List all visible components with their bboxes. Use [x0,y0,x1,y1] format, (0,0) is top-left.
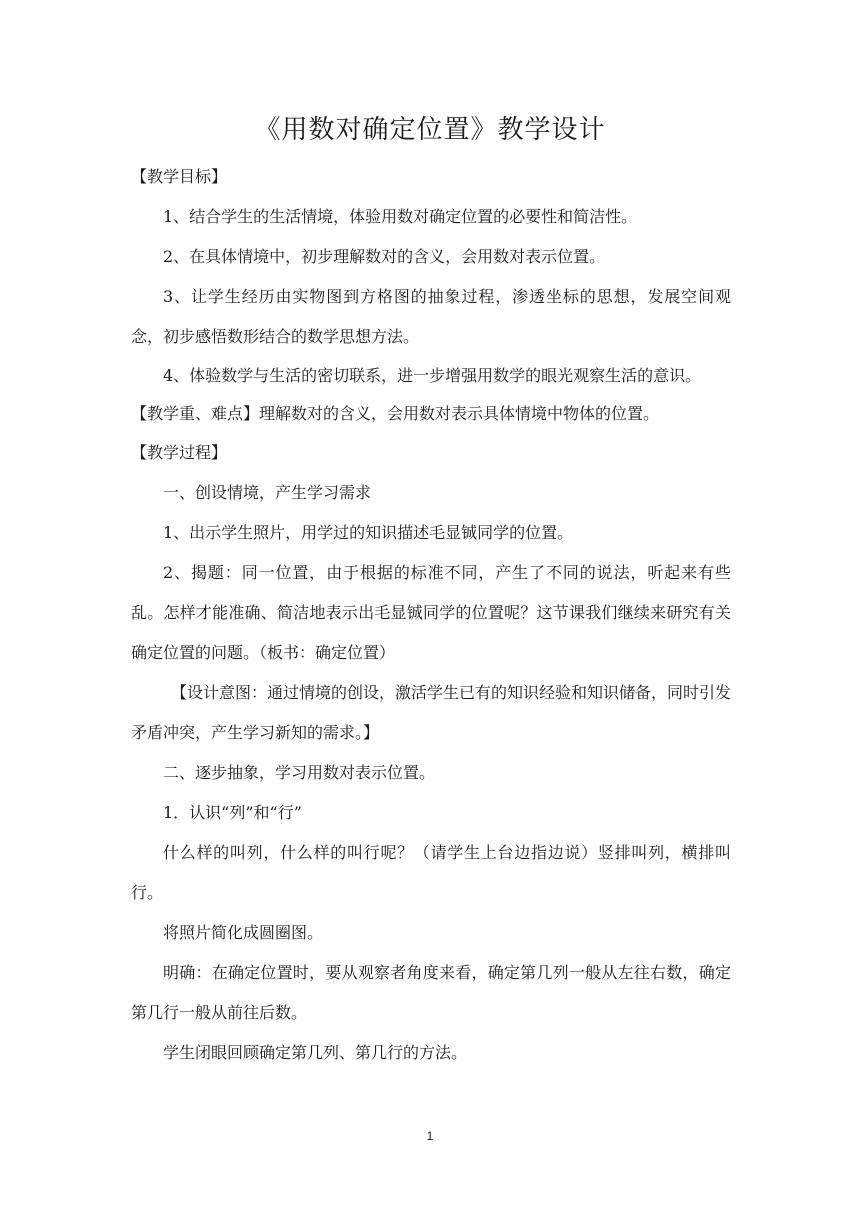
document-body [131,157,731,1073]
paragraph: 4、体验数学与生活的密切联系，进一步增强用数学的眼光观察生活的意识。 [163,366,702,385]
paragraph: 什么样的叫列，什么样的叫行呢？（请学生上台边指边说）竖排叫列，横排叫行。 [131,843,731,902]
paragraph: 将照片简化成圆圈图。 [163,923,324,942]
document-title: 《用数对确定位置》教学设计 [254,115,606,145]
paragraph: 1．认识“列”和“行” [163,803,302,822]
paragraph: 2、在具体情境中，初步理解数对的含义，会用数对表示位置。 [163,247,606,266]
paragraph: 学生闭眼回顾确定第几列、第几行的方法。 [163,1043,468,1062]
paragraph: 明确：在确定位置时，要从观察者角度来看，确定第几列一般从左往右数，确定第几行一般从前往后数。 [131,963,731,1022]
paragraph: 1、出示学生照片，用学过的知识描述毛显铖同学的位置。 [163,523,574,542]
paragraph: 2、揭题：同一位置，由于根据的标准不同，产生了不同的说法，听起来有些乱。怎样才能准确、简洁地表示出毛显铖同学的位置呢？这节课我们继续来研究有关确定位置的问题。（板书：确定位置） [131,563,731,662]
page-number: 1 [426,1129,434,1143]
paragraph: 1、结合学生的生活情境，体验用数对确定位置的必要性和简洁性。 [163,207,638,226]
section-heading-key-points: 【教学重、难点】理解数对的含义，会用数对表示具体情境中物体的位置。 [131,404,660,423]
paragraph: 3、让学生经历由实物图到方格图的抽象过程，渗透坐标的思想，发展空间观念，初步感悟数形结合的数学思想方法。 [131,287,731,346]
paragraph: 一、创设情境，产生学习需求 [163,483,372,502]
section-heading-process: 【教学过程】 [131,443,228,462]
section-heading-objectives: 【教学目标】 [131,167,228,186]
paragraph: 二、逐步抽象，学习用数对表示位置。 [163,763,436,782]
design-intent-note: 【设计意图：通过情境的创设，激活学生已有的知识经验和知识储备，同时引发矛盾冲突，产生学习新知的需求。】 [131,683,732,742]
